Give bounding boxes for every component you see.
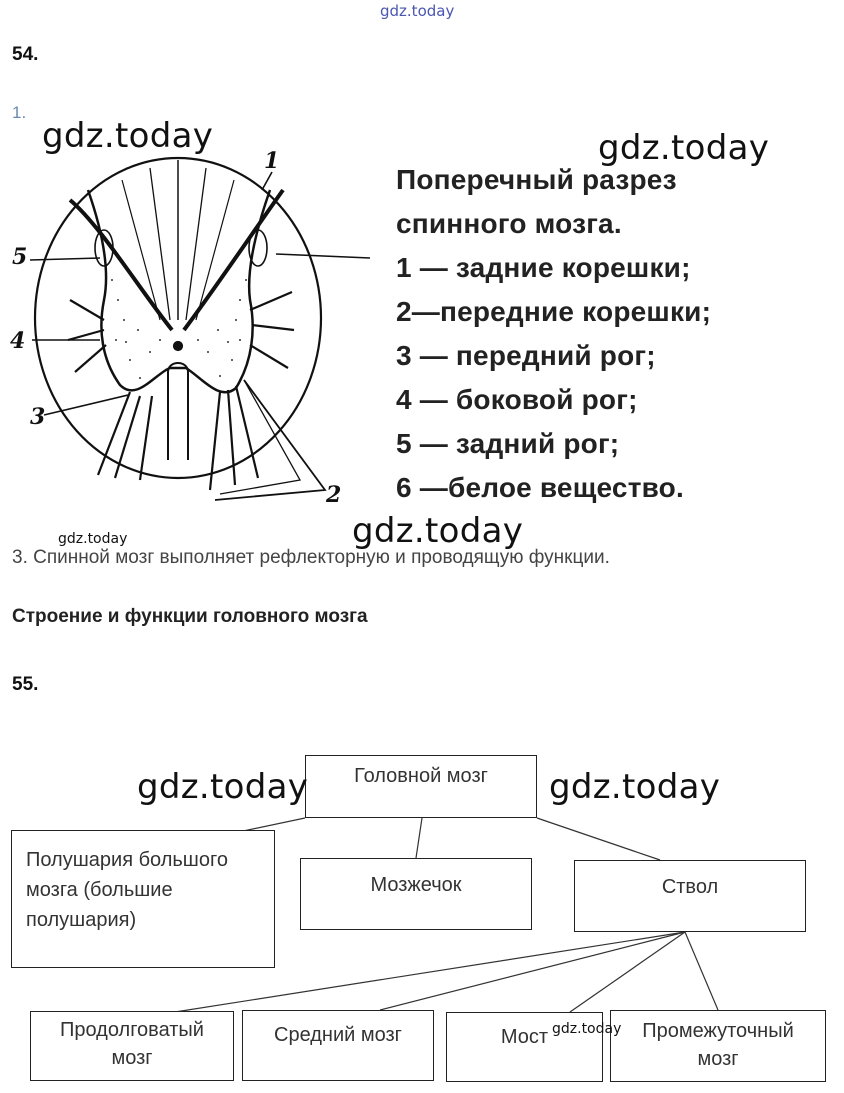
figure-label-3: 3: [30, 404, 46, 430]
box-diencephalon-label: Промежуточный мозг: [642, 1020, 794, 1070]
caption-line: Поперечный разрез: [396, 164, 677, 195]
box-pons-label: Мост: [500, 1026, 549, 1048]
figure-label-4: 4: [10, 328, 26, 354]
box-brain: [305, 755, 537, 818]
section-title: Строение и функции головного мозга: [12, 606, 368, 627]
caption-line: 5 — задний рог;: [396, 428, 620, 459]
watermark: gdz.today: [137, 767, 309, 807]
watermark: gdz.today: [552, 1021, 622, 1037]
box-midbrain: [242, 1010, 434, 1081]
box-medulla-label: Продолговатый мозг: [60, 1019, 204, 1069]
answer-3: 3. Спинной мозг выполняет рефлекторную и проводящую функции.: [12, 547, 610, 568]
box-hemispheres-label: Полушария большого мозга (большие полушария): [26, 849, 228, 931]
caption-line: 4 — боковой рог;: [396, 384, 638, 415]
box-stem-label: Ствол: [661, 876, 719, 898]
connector-stem-midbrain: [380, 932, 685, 1010]
watermark-top: gdz.today: [380, 2, 455, 20]
box-medulla: [30, 1011, 234, 1081]
subtask-1-label: 1.: [12, 103, 27, 122]
box-brain-label: Головной мозг: [354, 765, 488, 787]
figure-caption: [396, 158, 711, 510]
connector-root-stem: [537, 818, 660, 860]
caption-line: спинного мозга.: [396, 208, 622, 239]
watermark: gdz.today: [598, 128, 770, 168]
box-diencephalon: [610, 1010, 826, 1082]
caption-line: 3 — передний рог;: [396, 340, 656, 371]
box-midbrain-label: Средний мозг: [274, 1024, 402, 1046]
connector-stem-diencephalon: [685, 932, 718, 1010]
box-cerebellum: [300, 858, 532, 930]
caption-line: 6 —белое вещество.: [396, 472, 684, 503]
box-cerebellum-label: Мозжечок: [370, 874, 462, 896]
watermark: gdz.today: [42, 116, 214, 156]
figure-label-5: 5: [12, 244, 28, 270]
caption-line: 1 — задние корешки;: [396, 252, 691, 283]
task-number-55: 55.: [12, 674, 39, 695]
box-stem: [574, 860, 806, 932]
connector-root-cerebellum: [416, 818, 422, 858]
caption-line: 2—передние корешки;: [396, 296, 712, 327]
box-hemispheres: [11, 830, 275, 968]
watermark: gdz.today: [58, 531, 128, 547]
watermark: gdz.today: [352, 511, 524, 551]
connector-stem-pons: [570, 932, 685, 1012]
figure-label-2: 2: [326, 482, 342, 508]
watermark: gdz.today: [549, 767, 721, 807]
figure-label-1: 1: [264, 148, 280, 174]
gray-matter-outline: [88, 190, 270, 392]
task-number-54: 54.: [12, 44, 39, 65]
